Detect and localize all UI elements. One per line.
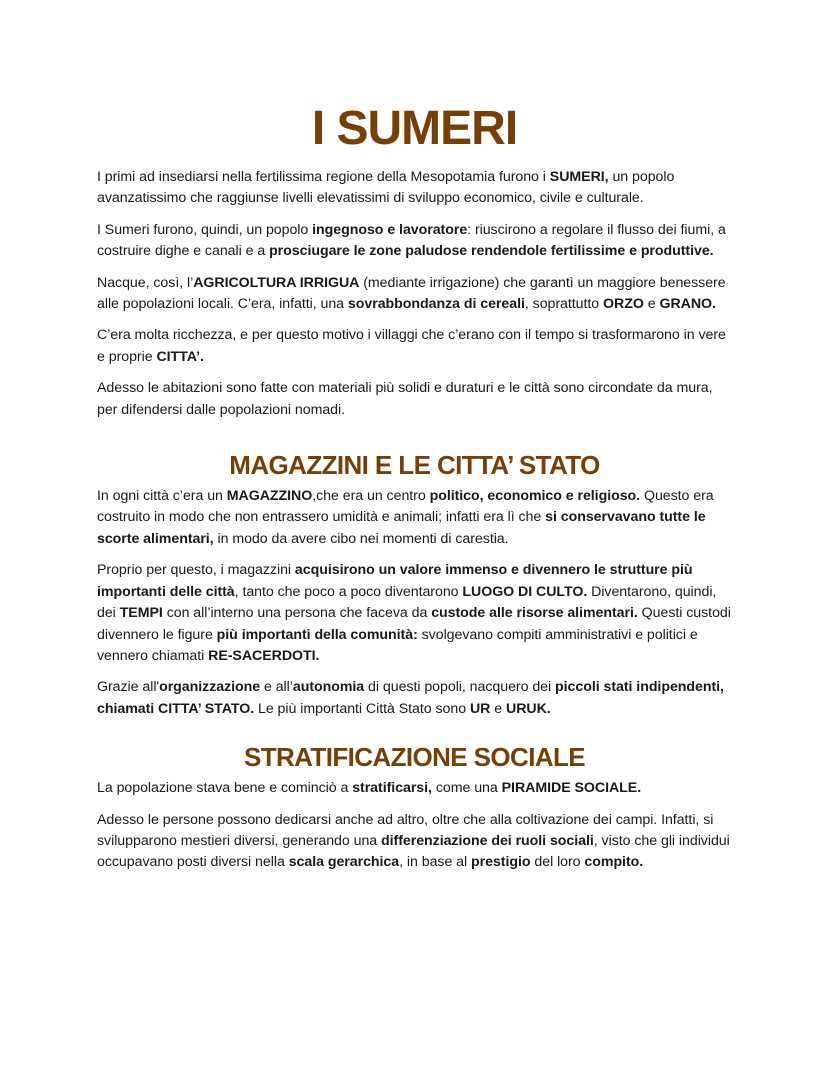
paragraph: In ogni città c’era un MAGAZZINO,che era un centro politico, economico e religioso. Questo era costruito in modo che non entrassero umidità e animali; infatti era lì che si conservavano tutte le scorte alimentari, in modo da avere cibo nei momenti di carestia. <box>97 488 714 547</box>
section-stratificazione <box>97 778 732 874</box>
page-title: I SUMERI <box>311 102 518 155</box>
paragraph: I primi ad insediarsi nella fertilissima regione della Mesopotamia furono i SUMERI, un popolo avanzatissimo che raggiunse livelli elevatissimi di sviluppo economico, civile e culturale. <box>97 169 675 207</box>
section-intro <box>97 167 732 421</box>
paragraph: Adesso le abitazioni sono fatte con materiali più solidi e duraturi e le città sono circondate da mura, per difendersi dalle popolazioni nomadi. <box>97 380 713 418</box>
paragraph: C’era molta ricchezza, e per questo motivo i villaggi che c’erano con il tempo si trasformarono in vere e proprie CITTA’. <box>97 327 726 365</box>
paragraph: Proprio per questo, i magazzini acquisirono un valore immenso e divennero le strutture più importanti delle città, tanto che poco a poco diventarono LUOGO DI CULTO. Diventarono, quindi, dei TEMPI con all’interno una persona che faceva da custode alle risorse alimentari. Questi custodi divennero le figure più importanti della comunità: svolgevano compiti amministrativi e politici e vennero chiamati RE-SACERDOTI. <box>97 562 731 664</box>
paragraph: Grazie all'organizzazione e all’autonomia di questi popoli, nacquero dei piccoli stati indipendenti, chiamati CITTA’ STATO. Le più importanti Città Stato sono UR e URUK. <box>97 679 724 717</box>
section-heading-magazzini: MAGAZZINI E LE CITTA’ STATO <box>229 450 600 481</box>
section-heading-stratificazione: STRATIFICAZIONE SOCIALE <box>243 742 586 773</box>
section-magazzini <box>97 486 732 720</box>
paragraph: I Sumeri furono, quindi, un popolo ingegnoso e lavoratore: riuscirono a regolare il flusso dei fiumi, a costruire dighe e canali e a prosciugare le zone paludose rendendole fertilissime e produttive. <box>97 221 726 260</box>
paragraph: Adesso le persone possono dedicarsi anche ad altro, oltre che alla coltivazione dei campi. Infatti, si svilupparono mestieri diversi, generando una differenziazione dei ruoli sociali, visto che gli individui occupavano posti diversi nella scala gerarchica, in base al prestigio del loro compito. <box>97 811 730 871</box>
paragraph: Nacque, così, l’AGRICOLTURA IRRIGUA (mediante irrigazione) che garantì un maggiore benessere alle popolazioni locali. C’era, infatti, una sovrabbondanza di cereali, soprattutto ORZO e GRANO. <box>97 274 726 313</box>
paragraph: La popolazione stava bene e cominciò a stratificarsi, come una PIRAMIDE SOCIALE. <box>97 780 642 797</box>
